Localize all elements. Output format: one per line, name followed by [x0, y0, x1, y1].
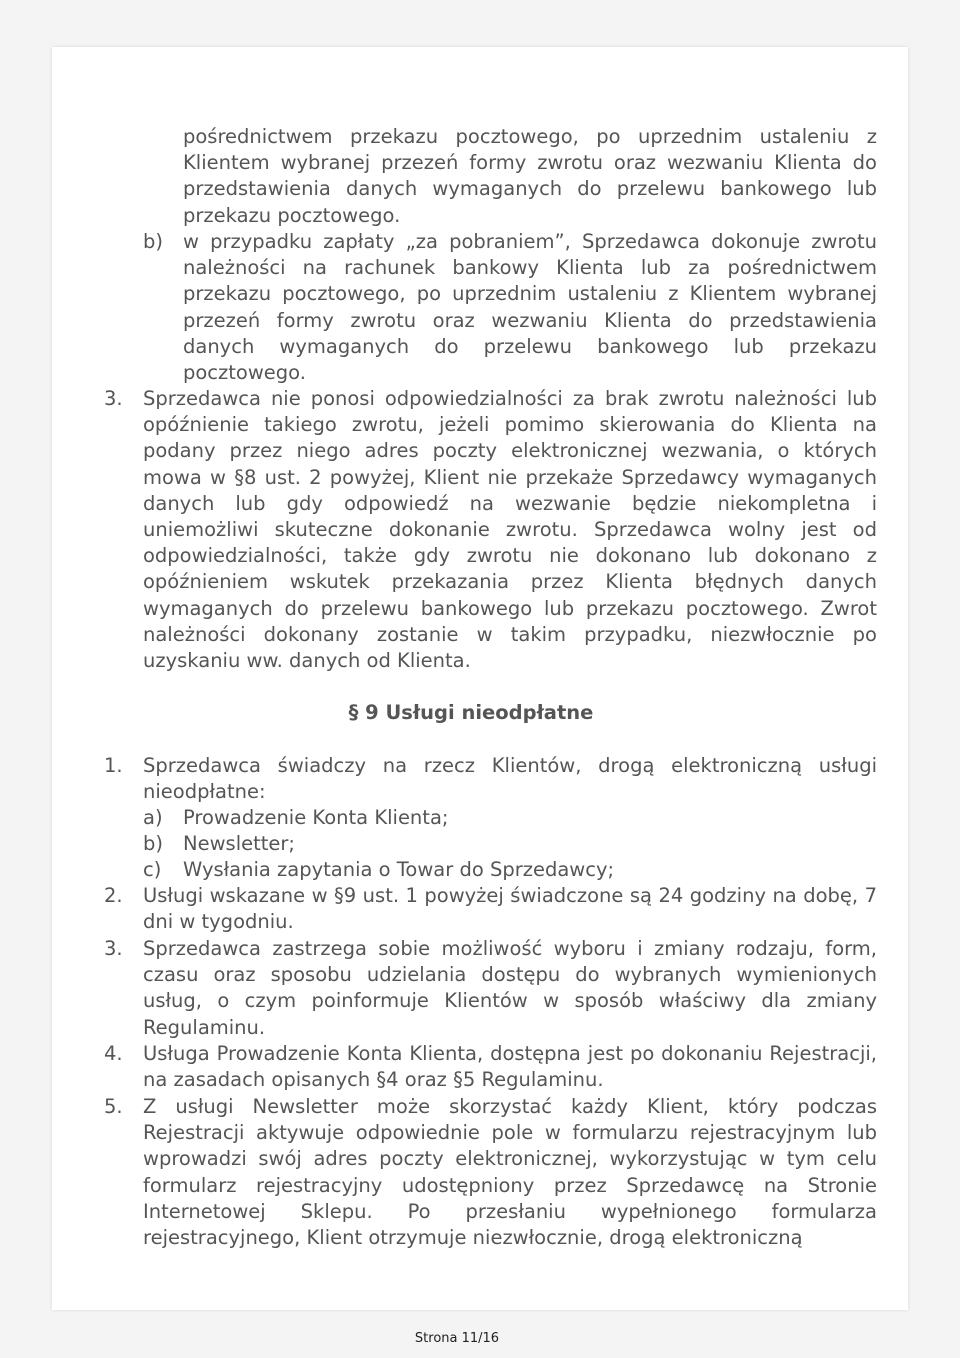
paragraph-item-3b: Sprzedawca zastrzega sobie możliwość wyboru i zmiany rodzaju, form, czasu oraz sposobu udzielania dostępu do wybranych wymienionych usług, o czym poinformuje Klientów w sposób właściwy dla zmiany Regulaminu. [143, 937, 877, 1039]
sub-item-a-label: a) [143, 806, 163, 829]
list-number-2: 2. [104, 884, 123, 907]
sub-item-c-label: c) [143, 858, 162, 881]
page-number: Strona 11/16 [414, 1331, 500, 1346]
sub-item-b-text: w przypadku zapłaty „za pobraniem”, Sprzedawca dokonuje zwrotu należności na rachunek bankowy Klienta lub za pośrednictwem przekazu pocztowego, po uprzednim ustaleniu z Klientem wybranej przezeń formy zwrotu oraz wezwaniu Klienta do przedstawienia danych wymaganych do przelewu bankowego lub przekazu pocztowego. [183, 230, 877, 385]
sub-item-c-text: Wysłania zapytania o Towar do Sprzedawcy; [183, 858, 615, 881]
list-number-3: 3. [104, 387, 123, 410]
list-number-3b: 3. [104, 937, 123, 960]
sub-item-b2-label: b) [143, 832, 163, 855]
sub-item-b2-text: Newsletter; [183, 832, 295, 855]
list-number-5: 5. [104, 1095, 123, 1118]
sub-item-a-text: Prowadzenie Konta Klienta; [183, 806, 449, 829]
sub-item-b-label: b) [143, 230, 163, 253]
paragraph-item-3: Sprzedawca nie ponosi odpowiedzialności za brak zwrotu należności lub opóźnienie takiego zwrotu, jeżeli pomimo skierowania do Klienta na podany przez niego adres poczty elektronicznej wezwania, o których mowa w §8 ust. 2 powyżej, Klient nie przekaże Sprzedawcy wymaganych danych lub gdy odpowiedź na wezwanie będzie niekompletna i uniemożliwi skuteczne dokonanie zwrotu. Sprzedawca wolny jest od odpowiedzialności, także gdy zwrotu nie dokonano lub dokonano z opóźnieniem wskutek przekazania przez Klienta błędnych danych wymaganych do przelewu bankowego lub przekazu pocztowego. Zwrot należności dokonany zostanie w takim przypadku, niezwłocznie po uzyskaniu ww. danych od Klienta. [143, 387, 877, 673]
paragraph-item-1: Sprzedawca świadczy na rzecz Klientów, drogą elektroniczną usługi nieodpłatne: [143, 754, 877, 804]
list-number-1: 1. [104, 754, 123, 777]
list-number-4: 4. [104, 1042, 123, 1065]
paragraph-item-5: Z usługi Newsletter może skorzystać każdy Klient, który podczas Rejestracji aktywuje odpowiednie pole w formularzu rejestracyjnym lub wprowadzi swój adres poczty elektronicznej, wykorzystując w tym celu formularz rejestracyjny udostępniony przez Sprzedawcę na Stronie Internetowej Sklepu. Po przesłaniu wypełnionego formularza rejestracyjnego, Klient otrzymuje niezwłocznie, drogą elektroniczną [143, 1095, 877, 1250]
paragraph-item-2: Usługi wskazane w §9 ust. 1 powyżej świadczone są 24 godziny na dobę, 7 dni w tygodniu. [143, 884, 877, 934]
section-heading: § 9 Usługi nieodpłatne [348, 701, 594, 724]
paragraph-item-4: Usługa Prowadzenie Konta Klienta, dostępna jest po dokonaniu Rejestracji, na zasadach opisanych §4 oraz §5 Regulaminu. [143, 1042, 877, 1092]
sub-item-a-continuation: pośrednictwem przekazu pocztowego, po uprzednim ustaleniu z Klientem wybranej przezeń formy zwrotu oraz wezwaniu Klienta do przedstawienia danych wymaganych do przelewu bankowego lub przekazu pocztowego. [183, 125, 877, 227]
